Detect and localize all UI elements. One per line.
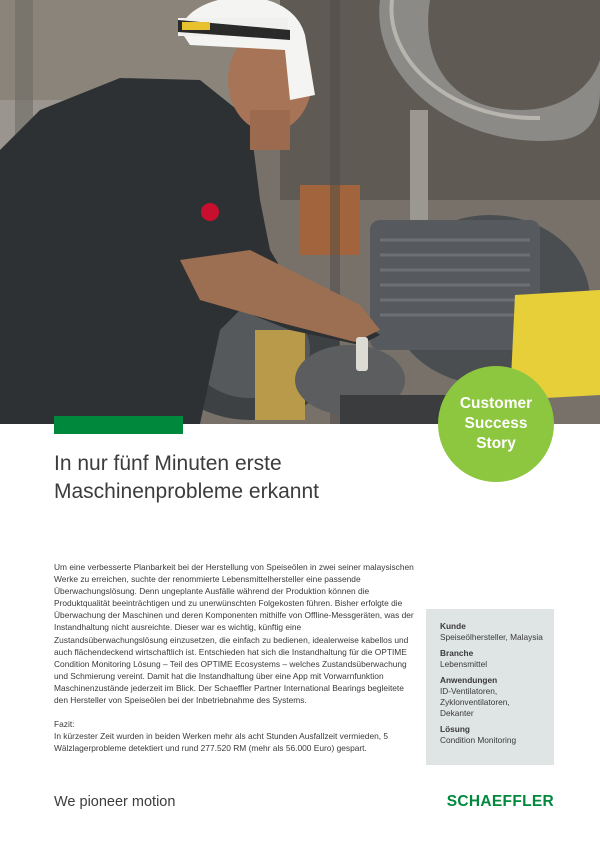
fact-branche xyxy=(440,648,544,670)
industrial-maintenance-illustration xyxy=(0,0,600,424)
fact-value-kunde: Speiseölhersteller, Malaysia xyxy=(440,632,543,642)
tagline: We pioneer motion xyxy=(54,794,176,810)
title-line-2: Maschinenprobleme erkannt xyxy=(54,480,319,503)
fazit-text: In kürzester Zeit wurden in beiden Werken mehr als acht Stunden Ausfallzeit vermieden, 5 Wälzlagerprobleme detektiert und rund 277.520 RM (mehr als 56.000 Euro) gespart. xyxy=(54,731,389,754)
accent-bar xyxy=(54,416,183,434)
customer-success-badge xyxy=(438,366,554,482)
fact-kunde xyxy=(440,621,544,643)
intro-paragraph: Um eine verbesserte Planbarkeit bei der Herstellung von Speiseölen in zwei seiner malaysischen Werke zu erreichen, suchte der renommierte Lebensmittelhersteller eine passende Überwachungslösung. Denn ungeplante Ausfälle während der Produktion können die Produktqualität beeinträchtigen und zu unerwünschten Folgekosten führen. Bisher erfolgte die Überwachung der Maschinen und deren Komponenten mithilfe von Offline-Messgeräten, was der Instandhaltung nicht ausreichte. Dieser war es wichtig, künftig eine Zustandsüberwachungslösung einzusetzen, die einfach zu bedienen, idealerweise kabellos und auch flächendeckend wirtschaftlich ist. Entschieden hat sich die Instandhaltung für die OPTIME Condition Monitoring Lösung – Teil des OPTIME Ecosystems – welches Zustandsüberwachung und Schmierung vereint. Damit hat die Instandhaltung über eine App mit Vorwarnfunktion Maschinenzustände jederzeit im Blick. Der Schaeffler Partner International Bearings begleitete den Hersteller von Speiseölen bei der Inbetriebnahme des Systems. xyxy=(54,562,414,706)
fact-label-anwendungen: Anwendungen xyxy=(440,675,498,685)
fazit-paragraph xyxy=(54,718,414,754)
fact-label-branche: Branche xyxy=(440,648,474,658)
page-title xyxy=(54,450,414,506)
badge-label: Customer Success Story xyxy=(459,395,533,452)
title-line-1: In nur fünf Minuten erste xyxy=(54,452,282,475)
fact-label-kunde: Kunde xyxy=(440,621,466,631)
body-copy xyxy=(54,561,414,766)
fact-value-branche: Lebensmittel xyxy=(440,659,488,669)
hero-photo xyxy=(0,0,600,424)
fact-value-loesung: Condition Monitoring xyxy=(440,735,517,745)
fact-label-loesung: Lösung xyxy=(440,724,470,734)
schaeffler-logo: SCHAEFFLER xyxy=(446,793,554,810)
fact-anwendungen xyxy=(440,675,544,719)
fact-box xyxy=(426,609,554,765)
fact-loesung xyxy=(440,724,544,746)
fact-value-anwendungen: ID-Ventilatoren, Zyklonventilatoren, Dekanter xyxy=(440,686,510,718)
fazit-label: Fazit: xyxy=(54,719,75,730)
